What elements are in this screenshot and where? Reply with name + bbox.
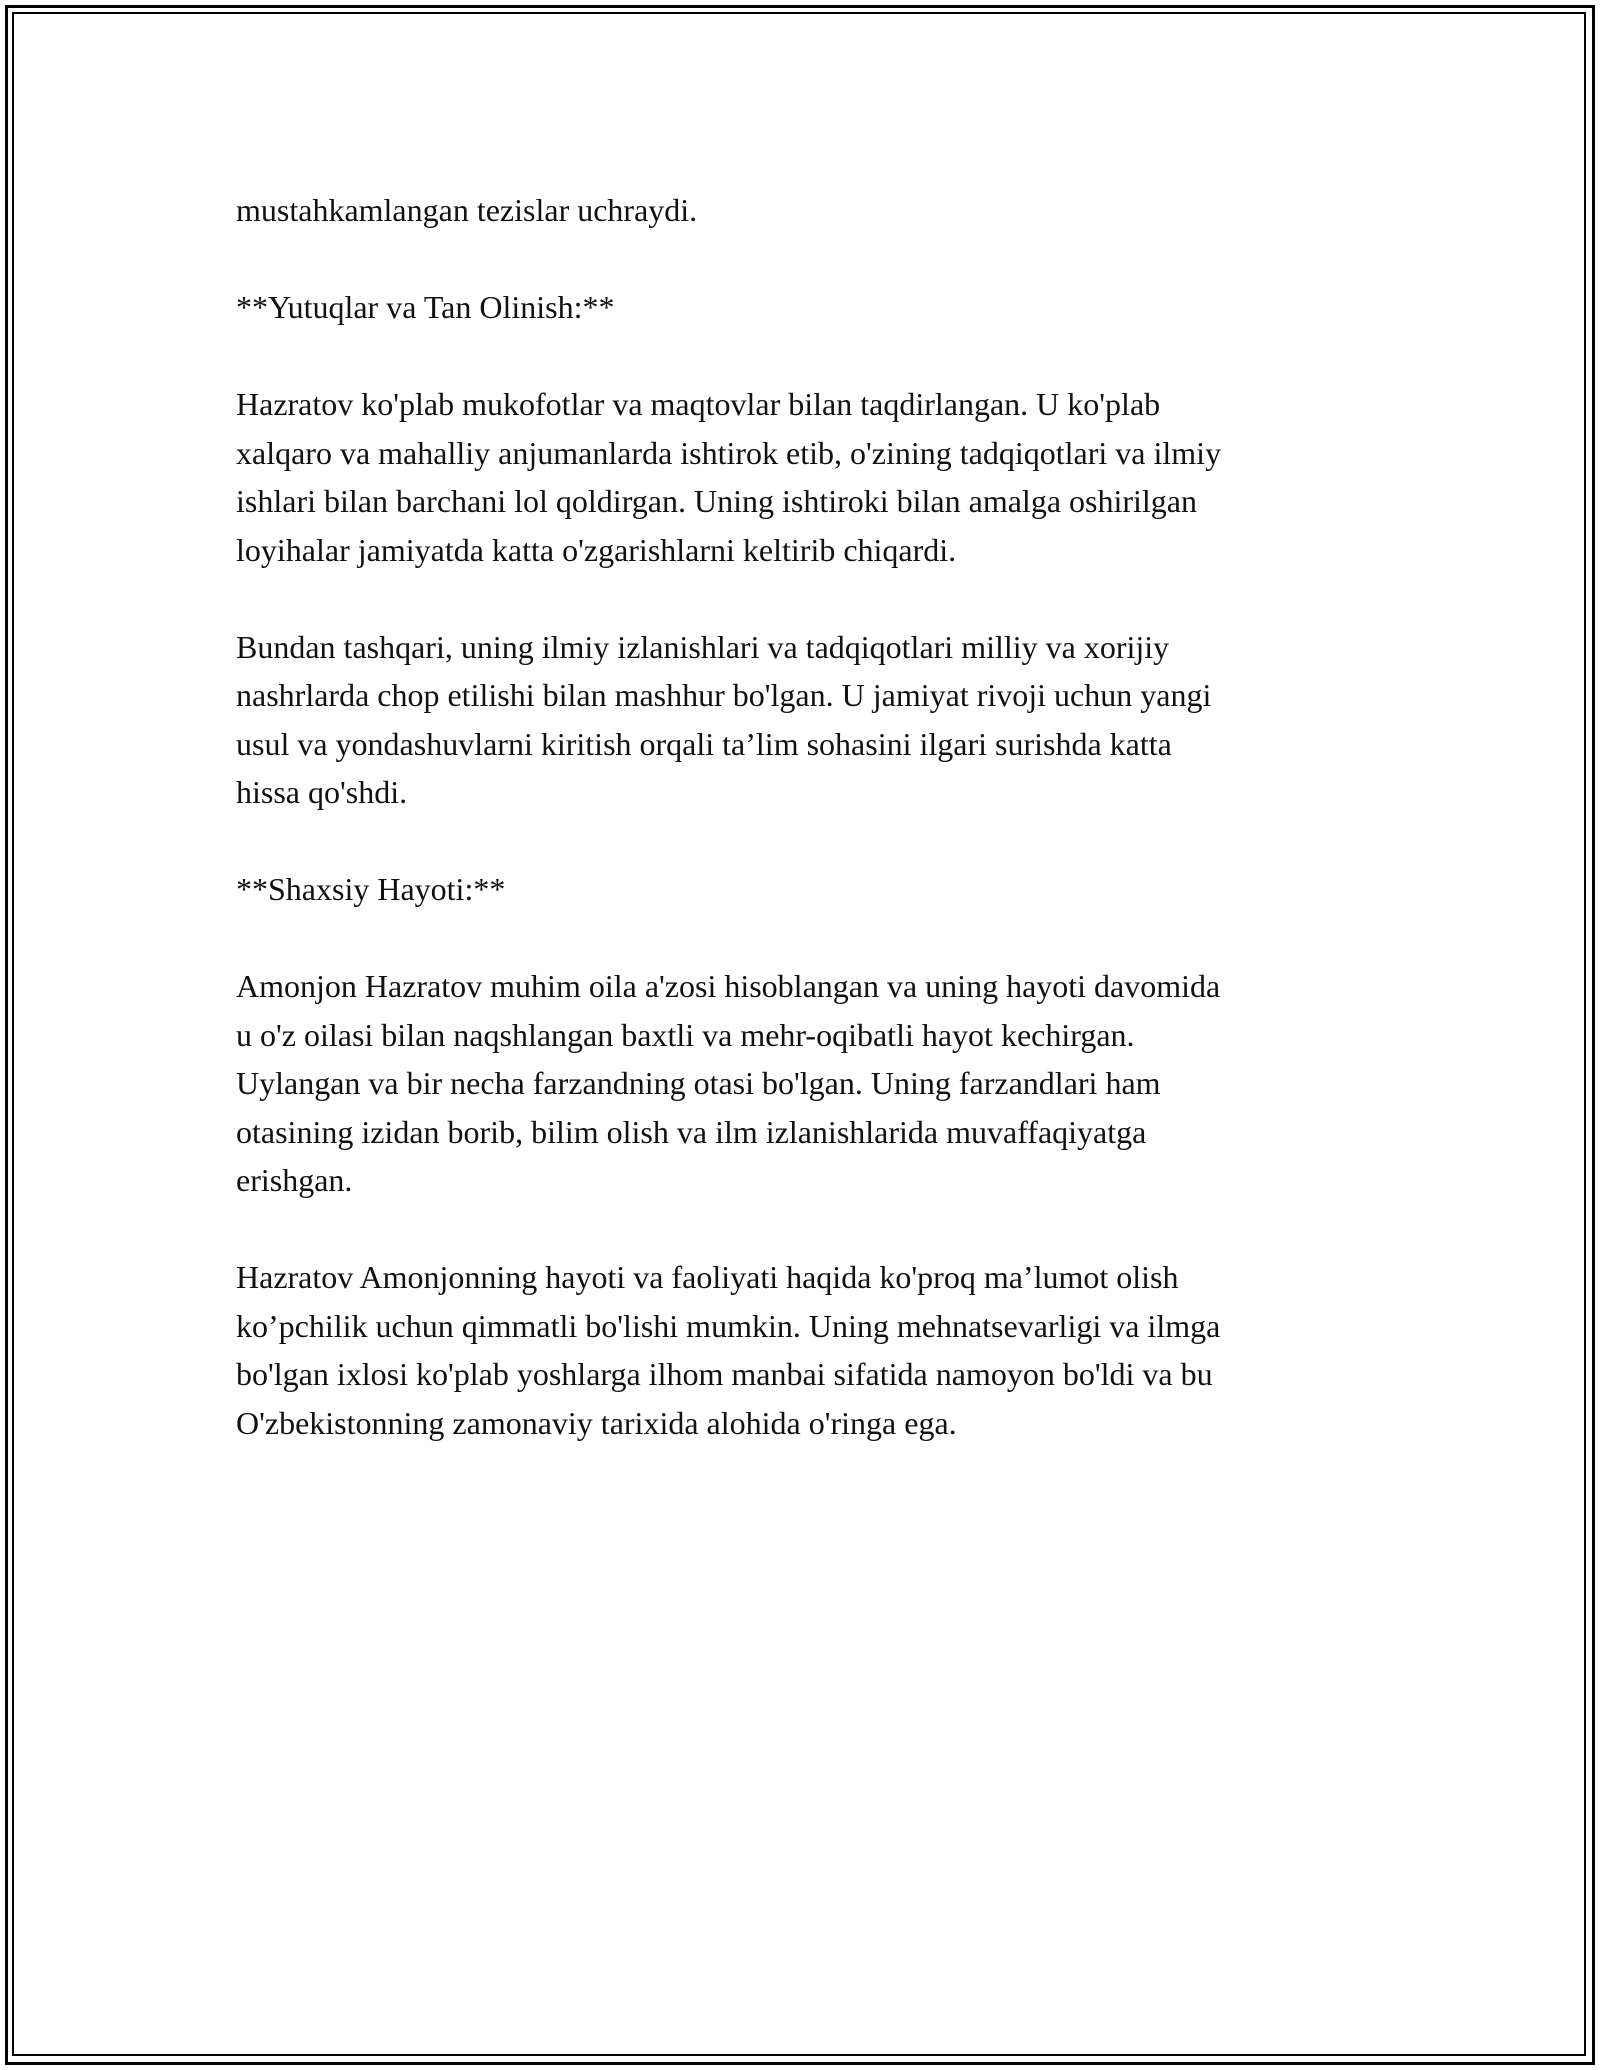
text-line: loyihalar jamiyatda katta o'zgarishlarni keltirib chiqardi. xyxy=(236,531,957,568)
section-heading-achievements xyxy=(236,283,1386,332)
text-line: Bundan tashqari, uning ilmiy izlanishlari va tadqiqotlari milliy va xorijiy xyxy=(236,628,1170,665)
text-line: nashrlarda chop etilishi bilan mashhur bo'lgan. U jamiyat rivoji uchun yangi xyxy=(236,677,1212,713)
paragraph-intro-tail xyxy=(236,186,1386,235)
text-line: Hazratov Amonjonning hayoti va faoliyati haqida ko'proq ma’lumot olish xyxy=(236,1259,1179,1295)
text-line: Amonjon Hazratov muhim oila a'zosi hisoblangan va uning hayoti davomida xyxy=(236,968,1221,1004)
heading-text: **Yutuqlar va Tan Olinish:** xyxy=(236,289,615,325)
text-line: u o'z oilasi bilan naqshlangan baxtli va mehr-oqibatli hayot kechirgan. xyxy=(236,1016,1135,1053)
text-line: otasining izidan borib, bilim olish va ilm izlanishlarida muvaffaqiyatga xyxy=(236,1113,1147,1150)
text-line: ishlari bilan barchani lol qoldirgan. Uning ishtiroki bilan amalga oshirilgan xyxy=(236,483,1197,519)
section-heading-personal-life xyxy=(236,865,1386,914)
paragraph-achievements-2 xyxy=(236,623,1386,817)
text-line: usul va yondashuvlarni kiritish orqali ta’lim sohasini ilgari surishda katta xyxy=(236,725,1172,762)
text-line: mustahkamlangan tezislar uchraydi. xyxy=(236,192,698,228)
document-body xyxy=(236,186,1386,1496)
text-line: O'zbekistonning zamonaviy tarixida alohida o'ringa ega. xyxy=(236,1404,957,1441)
text-line: bo'lgan ixlosi ko'plab yoshlarga ilhom manbai sifatida namoyon bo'ldi va bu xyxy=(236,1356,1213,1392)
text-line: ko’pchilik uchun qimmatli bo'lishi mumkin. Uning mehnatsevarligi va ilmga xyxy=(236,1307,1221,1344)
text-line: Uylangan va bir necha farzandning otasi bo'lgan. Uning farzandlari ham xyxy=(236,1065,1161,1101)
paragraph-personal-life xyxy=(236,962,1386,1205)
text-line: hissa qo'shdi. xyxy=(236,774,408,810)
paragraph-conclusion xyxy=(236,1253,1386,1447)
paragraph-achievements-1 xyxy=(236,380,1386,574)
heading-text: **Shaxsiy Hayoti:** xyxy=(236,871,506,907)
text-line: erishgan. xyxy=(236,1162,353,1198)
text-line: Hazratov ko'plab mukofotlar va maqtovlar bilan taqdirlangan. U ko'plab xyxy=(236,386,1161,422)
text-line: xalqaro va mahalliy anjumanlarda ishtirok etib, o'zining tadqiqotlari va ilmiy xyxy=(236,434,1222,471)
